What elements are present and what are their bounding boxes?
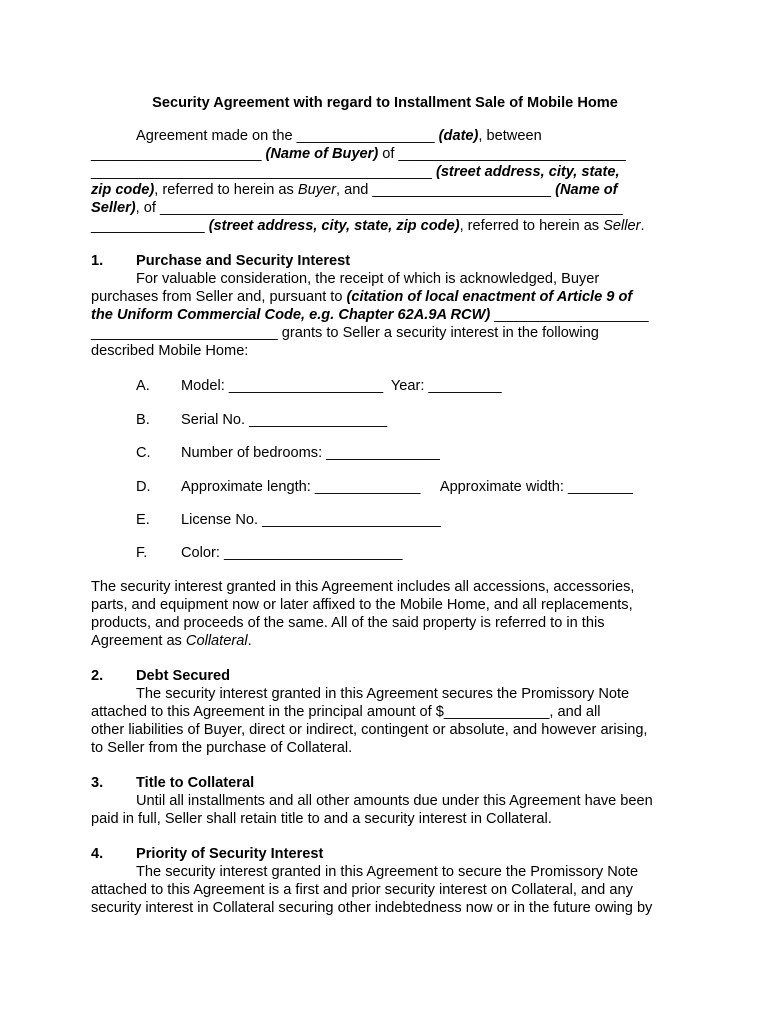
intro-line-4: zip code), referred to herein as Buyer, and ______________________ (Name of: [91, 182, 618, 198]
list-item-color: F. Color: ______________________: [136, 545, 403, 561]
intro-line-1: Agreement made on the _________________ (date), between: [136, 128, 542, 144]
list-item-serial: B. Serial No. _________________: [136, 412, 388, 428]
section-1-line-5: described Mobile Home:: [91, 343, 249, 359]
intro-line-5: Seller), of _________________________________________________________: [91, 200, 623, 216]
section-3-heading: Title to Collateral: [136, 775, 255, 791]
intro-line-6: ______________ (street address, city, state, zip code), referred to herein as Seller.: [91, 218, 645, 234]
list-item-model: A. Model: ___________________ Year: _________: [136, 378, 502, 394]
section-2-line-4: to Seller from the purchase of Collateral.: [91, 740, 353, 756]
list-item-license: E. License No. ______________________: [136, 512, 441, 528]
section-4-line-2: attached to this Agreement is a first and prior security interest on Collateral, and any: [91, 882, 633, 898]
section-2-line-2: attached to this Agreement in the principal amount of $_____________, and all: [91, 704, 601, 720]
section-1-line-2: purchases from Seller and, pursuant to (citation of local enactment of Article 9 of: [91, 289, 633, 305]
section-3-line-2: paid in full, Seller shall retain title to and a security interest in Collateral.: [91, 811, 552, 827]
section-4-line-3: security interest in Collateral securing other indebtedness now or in the future owing by: [91, 900, 653, 916]
section-3-number: 3.: [91, 775, 104, 791]
section-2-heading: Debt Secured: [136, 668, 231, 684]
section-1-number: 1.: [91, 253, 104, 269]
collateral-line-4: Agreement as Collateral.: [91, 633, 252, 649]
section-4-line-1: The security interest granted in this Agreement to secure the Promissory Note: [136, 864, 639, 880]
document-title: Security Agreement with regard to Installment Sale of Mobile Home: [152, 95, 618, 111]
list-item-dimensions: D. Approximate length: _____________ Approximate width: ________: [136, 479, 633, 495]
intro-line-3: __________________________________________ (street address, city, state,: [91, 164, 620, 180]
section-2-number: 2.: [91, 668, 104, 684]
section-4-number: 4.: [91, 846, 104, 862]
list-item-bedrooms: C. Number of bedrooms: ______________: [136, 445, 440, 461]
collateral-line-1: The security interest granted in this Agreement includes all accessions, accessories,: [91, 579, 635, 595]
section-1-line-1: For valuable consideration, the receipt of which is acknowledged, Buyer: [136, 271, 600, 287]
collateral-line-3: products, and proceeds of the same. All of the said property is referred to in this: [91, 615, 605, 631]
section-1-line-3: the Uniform Commercial Code, e.g. Chapter 62A.9A RCW) ___________________: [91, 307, 649, 323]
collateral-line-2: parts, and equipment now or later affixed to the Mobile Home, and all replacements,: [91, 597, 633, 613]
section-3-line-1: Until all installments and all other amounts due under this Agreement have been: [136, 793, 653, 809]
section-1-line-4: _______________________ grants to Seller a security interest in the following: [91, 325, 599, 341]
intro-line-2: _____________________ (Name of Buyer) of ____________________________: [91, 146, 626, 162]
section-1-heading: Purchase and Security Interest: [136, 253, 351, 269]
section-2-line-1: The security interest granted in this Agreement secures the Promissory Note: [136, 686, 630, 702]
section-4-heading: Priority of Security Interest: [136, 846, 324, 862]
section-2-line-3: other liabilities of Buyer, direct or indirect, contingent or absolute, and however arising,: [91, 722, 648, 738]
